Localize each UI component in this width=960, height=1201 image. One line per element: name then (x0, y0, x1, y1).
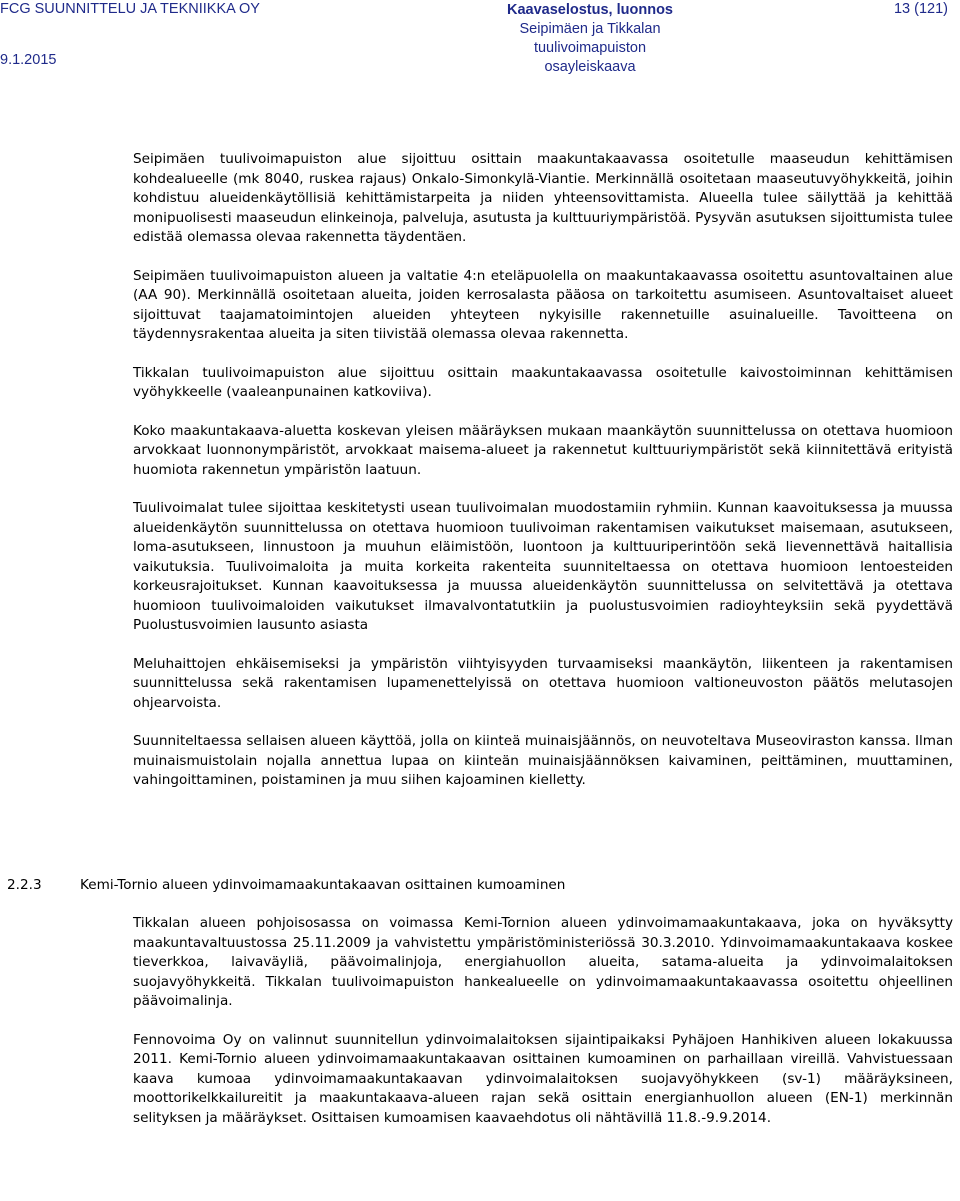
paragraph: Seipimäen tuulivoimapuiston alueen ja valtatie 4:n eteläpuolella on maakuntakaavassa osoitettu asuntovaltainen alue (AA 90). Merkinnällä osoitetaan alueita, joiden kerrosalasta pääosa on tarkoitettu asumiseen. Asuntovaltaiset alueet sijoittuvat taajamatoimintojen alueiden yhteyteen nykyisille rakennetuille asuinalueille. Tavoitteena on täydennysrakentaa alueita ja siten tiivistää olemassa olevaa rakennetta. (133, 267, 953, 342)
document-date: 9.1.2015 (0, 52, 57, 68)
project-line-2: tuulivoimapuiston (533, 40, 647, 56)
page-number: 13 (121) (893, 1, 948, 17)
paragraph: Tuulivoimalat tulee sijoittaa keskitetysti usean tuulivoimalan muodostamiin ryhmiin. Kunnan kaavoituksessa ja muussa alueidenkäytön suunnittelussa on otettava huomioon tuulivoiman rakentamisen vaikutukset maisemaan, asutukseen, loma-asutukseen, linnustoon ja muuhun eläimistöön, luontoon ja kulttuuriperintöön sekä lievennettävä haitallisia vaikutuksia. Tuulivoimaloita ja muita korkeita rakenteita suunniteltaessa on otettava huomioon lentoesteiden korkeusrajoitukset. Kunnan kaavoituksessa ja muussa alueidenkäytön suunnittelussa on selvitettävä ja otettava huomioon tuulivoimaloiden vaikutukset ilmavalvontatutkiin ja puolustusvoimien radioyhteyksiin sekä pyydettävä Puolustusvoimien lausunto asiasta (133, 500, 953, 633)
project-line-1: Seipimäen ja Tikkalan (519, 21, 661, 37)
paragraph: Fennovoima Oy on valinnut suunnitellun ydinvoimalaitoksen sijaintipaikaksi Pyhäjoen Hanhikiven alueen lokakuussa 2011. Kemi-Tornio alueen ydinvoimamaakuntakaavan osittainen kumoaminen on parhaillaan vireillä. Vahvistuessaan kaava kumoaa ydinvoimamaakuntakaavan ydinvoimalaitoksen suojavyöhykkeen (sv-1) määräyksineen, moottorikelkkailureitit ja maakuntakaava-alueen rajan sekä osittain energianhuollon alueen (EN-1) merkinnän selityksen ja määräykset. Osittaisen kumoamisen kaavaehdotus oli nähtävillä 11.8.-9.9.2014. (133, 1031, 953, 1126)
page-header (0, 0, 960, 80)
paragraph: Meluhaittojen ehkäisemiseksi ja ympäristön viihtyisyyden turvaamiseksi maankäytön, liikenteen ja rakentamisen suunnittelussa sekä rakentamisen lupamenettelyissä on otettava huomioon valtioneuvoston päätös melutasojen ohjearvoista. (133, 655, 953, 711)
paragraph: Tikkalan alueen pohjoisosassa on voimassa Kemi-Tornion alueen ydinvoimamaakuntakaava, joka on hyväksytty maakuntavaltuustossa 25.11.2009 ja vahvistettu ympäristöministeriössä 30.3.2010. Ydinvoimamaakuntakaava koskee tieverkkoa, laivaväyliä, päävoimalinjoja, energiahuollon alueita, satama-alueita ja ydinvoimalaitoksen suojavyöhykkeitä. Tikkalan tuulivoimapuiston hankealueelle on ydinvoimamaakuntakaavassa osoitettu ohjeellinen päävoimalinja. (133, 915, 953, 1009)
project-line-3: osayleiskaava (544, 59, 636, 75)
body-text (133, 150, 953, 810)
company-name: FCG SUUNNITTELU JA TEKNIIKKA OY (0, 1, 260, 17)
section-number: 2.2.3 (7, 877, 42, 893)
section-body-text (133, 914, 953, 1147)
paragraph: Koko maakuntakaava-aluetta koskevan yleisen määräyksen mukaan maankäytön suunnittelussa on otettava huomioon arvokkaat luonnonympäristöt, arvokkaat maisema-alueet ja rakennetut kulttuuriympäristöt sekä kiinnitettävä erityistä huomiota rakennetun ympäristön laatuun. (133, 422, 953, 478)
document-title-block (440, 1, 740, 77)
paragraph: Tikkalan tuulivoimapuiston alue sijoittuu osittain maakuntakaavassa osoitetulle kaivostoiminnan kehittämisen vyöhykkeelle (vaaleanpunainen katkoviiva). (133, 364, 953, 400)
paragraph: Suunniteltaessa sellaisen alueen käyttöä, jolla on kiinteä muinaisjäännös, on neuvoteltava Museoviraston kanssa. Ilman muinaismuistolain nojalla annettua lupaa on kiinteän muinaisjäännöksen kaivaminen, peittäminen, muuttaminen, vahingoittaminen, poistaminen ja muu siihen kajoaminen kielletty. (133, 733, 953, 788)
paragraph: Seipimäen tuulivoimapuiston alue sijoittuu osittain maakuntakaavassa osoitetulle maaseudun kehittämisen kohdealueelle (mk 8040, ruskea rajaus) Onkalo-Simonkylä-Viantie. Merkinnällä osoitetaan maaseutuvyöhykkeitä, joihin kohdistuu alueidenkäytöllisiä kehittämistarpeita ja niiden yhteensovittamista. Alueella tulee säilyttää ja kehittää monipuolisesti maaseudun elinkeinoja, palveluja, asutusta ja kulttuuriympäristöä. Pysyvän asutuksen sijoittumista tulee edistää olemassa olevaa rakennetta täydentäen. (133, 151, 953, 245)
document-title: Kaavaselostus, luonnos (507, 2, 673, 18)
section-title: Kemi-Tornio alueen ydinvoimamaakuntakaavan osittainen kumoaminen (80, 877, 566, 893)
